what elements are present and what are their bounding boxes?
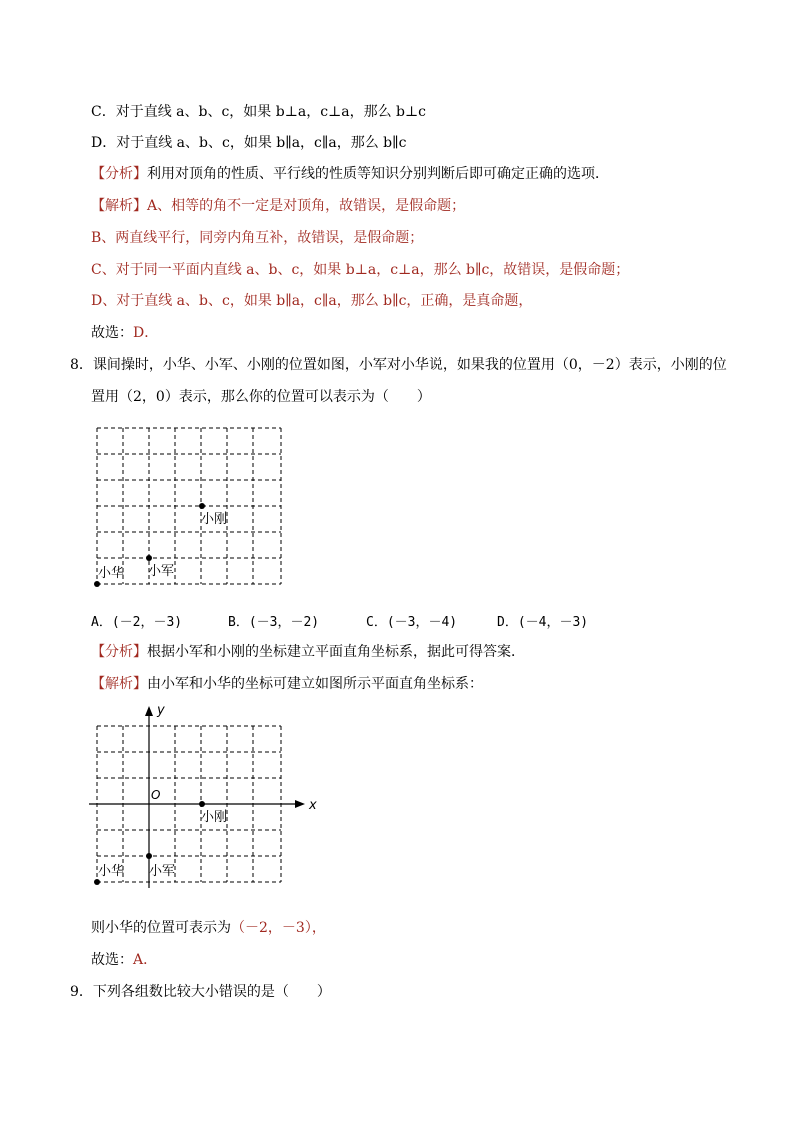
y-axis-arrow <box>145 706 153 716</box>
xiaojun-point <box>146 853 152 859</box>
answer-prefix: 故选： <box>91 325 133 341</box>
xiaogang-label: 小刚 <box>201 810 228 825</box>
q8-solution <box>91 674 483 694</box>
origin-label: O <box>151 788 161 802</box>
q8-answer <box>91 950 157 970</box>
xiaojun-point <box>146 555 152 561</box>
q7-analysis <box>91 164 609 184</box>
conclusion-prefix: 则小华的位置可表示为 <box>91 920 231 936</box>
solution-tag: 【解析】 <box>91 676 147 692</box>
xiaohua-label: 小华 <box>98 864 125 879</box>
xiaojun-label: 小军 <box>148 564 175 579</box>
xiaogang-label: 小刚 <box>201 512 228 527</box>
analysis-text: 根据小军和小刚的坐标建立平面直角坐标系，据此可得答案． <box>147 644 525 660</box>
q9-stem: 9．下列各组数比较大小错误的是（ ） <box>70 984 331 1000</box>
q8-conclusion <box>91 918 326 938</box>
x-axis-label: x <box>309 798 317 813</box>
answer-value: A． <box>133 952 158 968</box>
xiaojun-label: 小军 <box>149 864 176 879</box>
xiaohua-label: 小华 <box>98 566 125 581</box>
analysis-tag: 【分析】 <box>91 644 147 660</box>
option-a: A．(－2，－3) <box>91 615 183 630</box>
xiaogang-point <box>199 801 205 807</box>
coordinate-system-figure <box>85 700 325 895</box>
q8-stem-line1: 8．课间操时，小华、小军、小刚的位置如图，小军对小华说，如果我的位置用（0，－2）表示，小刚的位 <box>70 357 727 373</box>
q7-solution-line3: C、对于同一平面内直线 a、b、c，如果 b⊥a，c⊥a，那么 b∥c，故错误，是假命题； <box>91 262 630 278</box>
q7-option-c: C．对于直线 a、b、c，如果 b⊥a，c⊥a，那么 b⊥c <box>91 104 427 120</box>
option-b: B．(－3，－2) <box>228 615 320 630</box>
option-d: D．(－4，－3) <box>497 615 589 630</box>
q7-solution-line1 <box>91 196 465 216</box>
x-axis-arrow <box>295 800 305 808</box>
y-axis-label: y <box>157 703 165 718</box>
option-c: C．(－3，－4) <box>366 615 458 630</box>
q8-stem-line2: 置用（2，0）表示，那么你的位置可以表示为（ ） <box>91 389 431 405</box>
position-grid-figure <box>85 420 295 595</box>
q7-option-d: D．对于直线 a、b、c，如果 b∥a，c∥a，那么 b∥c <box>91 135 407 151</box>
analysis-tag: 【分析】 <box>91 166 147 182</box>
q7-solution-line4: D、对于直线 a、b、c，如果 b∥a，c∥a，那么 b∥c，正确，是真命题， <box>91 293 533 309</box>
solution-text: A、相等的角不一定是对顶角，故错误，是假命题； <box>147 198 466 214</box>
xiaohua-point <box>94 581 100 587</box>
answer-prefix: 故选： <box>91 952 133 968</box>
solution-text: 由小军和小华的坐标可建立如图所示平面直角坐标系： <box>147 676 483 692</box>
xiaohua-point <box>94 879 100 885</box>
conclusion-value: （－2，－3）， <box>231 920 326 936</box>
xiaogang-point <box>199 503 205 509</box>
answer-value: D． <box>133 325 159 341</box>
q7-solution-line2: B、两直线平行，同旁内角互补，故错误，是假命题； <box>91 230 424 246</box>
q7-answer <box>91 323 158 343</box>
analysis-text: 利用对顶角的性质、平行线的性质等知识分别判断后即可确定正确的选项． <box>147 166 609 182</box>
solution-tag: 【解析】 <box>91 198 147 214</box>
q8-analysis <box>91 642 525 662</box>
